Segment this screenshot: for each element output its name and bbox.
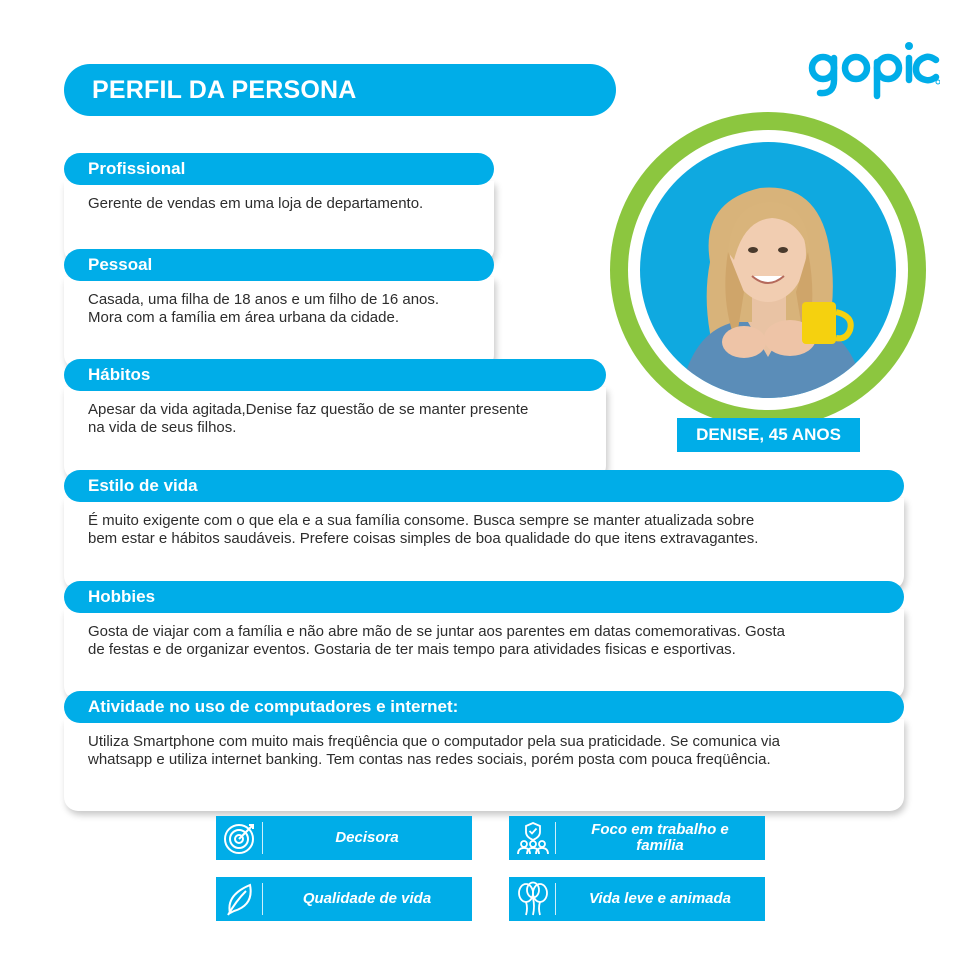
section-text: Gosta de viajar com a família e não abre mão de se juntar aos parentes em datas comemorativas. Gosta de festas e de organizar eventos. Gostaria de ter mais tempo para atividades fisicas e esportivas. [64, 609, 904, 700]
trait-label: Vida leve e animada [588, 890, 732, 907]
trait-vida-leve-animada [509, 877, 765, 921]
section-estilo-de-vida [64, 470, 904, 590]
section-text: Apesar da vida agitada,Denise faz questão de se manter presente na vida de seus filhos. [64, 387, 606, 480]
target-icon [222, 820, 258, 856]
section-title: Atividade no uso de computadores e internet: [64, 691, 904, 723]
section-title: Hobbies [64, 581, 904, 613]
trait-label: Qualidade de vida [302, 890, 432, 907]
section-pessoal [64, 249, 494, 369]
avatar-ring [610, 112, 926, 428]
section-text: Casada, uma filha de 18 anos e um filho de 16 anos. Mora com a família em área urbana da cidade. [64, 277, 494, 369]
section-habitos [64, 359, 606, 480]
trait-decisora [216, 816, 472, 860]
section-title: Hábitos [64, 359, 606, 391]
gopic-logo [806, 40, 940, 102]
section-title: Pessoal [64, 249, 494, 281]
page-title: PERFIL DA PERSONA [64, 64, 616, 116]
persona-photo-icon [640, 142, 896, 398]
balloons-icon [515, 881, 551, 917]
section-title: Estilo de vida [64, 470, 904, 502]
section-atividade-internet [64, 691, 904, 811]
leaf-icon [222, 881, 258, 917]
section-text: Utiliza Smartphone com muito mais freqüência que o computador pela sua praticidade. Se comunica via whatsapp e utiliza internet banking. Tem contas nas redes sociais, porém posta com pouca freqüência. [64, 719, 904, 811]
section-title: Profissional [64, 153, 494, 185]
trait-label: Foco em trabalho e família [591, 821, 729, 854]
section-hobbies [64, 581, 904, 700]
persona-name-badge: DENISE, 45 ANOS [677, 418, 860, 452]
trait-qualidade-de-vida [216, 877, 472, 921]
avatar [640, 142, 896, 398]
section-text: Gerente de vendas em uma loja de departamento. [64, 181, 494, 263]
section-text: É muito exigente com o que ela e a sua família consome. Busca sempre se manter atualizada sobre bem estar e hábitos saudáveis. Prefere coisas simples de boa qualidade do que itens extravagantes. [64, 498, 904, 590]
family-icon [515, 820, 551, 856]
trait-label: Decisora [335, 829, 399, 846]
trait-foco-trabalho-familia [509, 816, 765, 860]
section-profissional [64, 153, 494, 263]
